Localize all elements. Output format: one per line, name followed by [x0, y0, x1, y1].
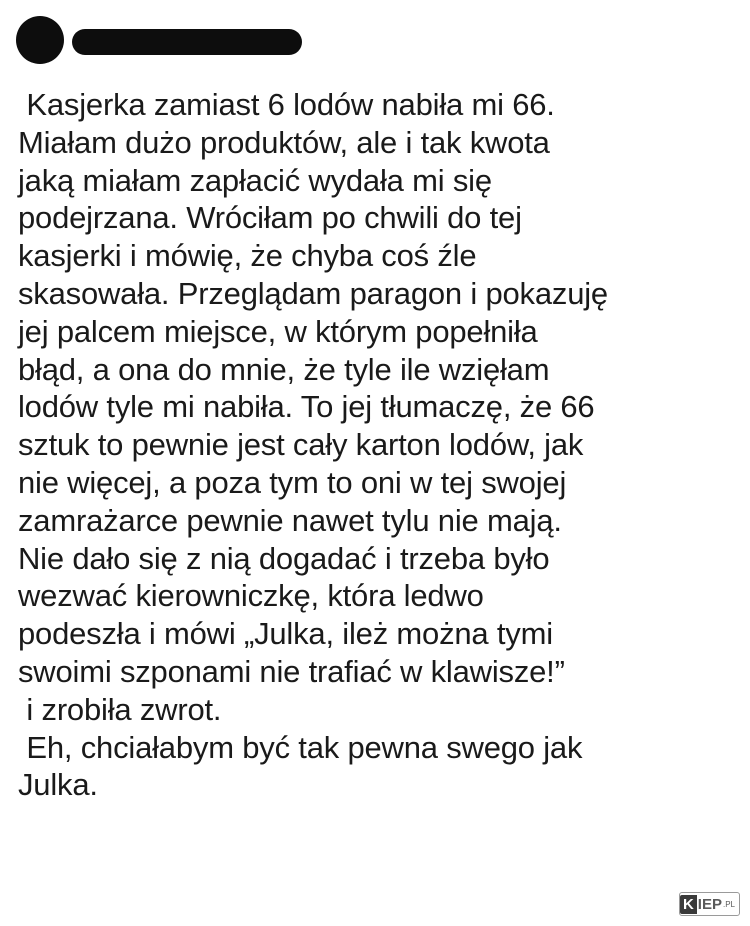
watermark-rest: IEP	[697, 895, 722, 913]
post-text-line: i zrobiła zwrot.	[18, 691, 222, 727]
post-text-line: Miałam dużo produktów, ale i tak kwota	[18, 124, 550, 160]
post-text-line: Eh, chciałabym być tak pewna swego jak	[18, 729, 583, 765]
watermark-suffix: .PL	[722, 899, 735, 909]
post-text-line: podejrzana. Wróciłam po chwili do tej	[18, 200, 522, 236]
post-text-line: kasjerki i mówię, że chyba coś źle	[18, 238, 477, 274]
post-text-line: Nie dało się z nią dogadać i trzeba było	[18, 540, 550, 576]
post-text-line: swoimi szponami nie trafiać w klawisze!”	[18, 653, 565, 689]
post-text	[18, 86, 738, 804]
post-text-line: lodów tyle mi nabiła. To jej tłumaczę, że 66	[18, 389, 595, 425]
post-text-line: Julka.	[18, 767, 98, 803]
post-text-line: wezwać kierowniczkę, która ledwo	[18, 578, 484, 614]
post-text-line: jej palcem miejsce, w którym popełniła	[18, 313, 538, 349]
redacted-author-name[interactable]	[72, 29, 302, 55]
kiep-watermark-logo	[679, 892, 740, 916]
avatar[interactable]	[16, 16, 64, 64]
post-text-line: podeszła i mówi „Julka, ileż można tymi	[18, 616, 553, 652]
post-text-line: jaką miałam zapłacić wydała mi się	[18, 162, 492, 198]
watermark-k: K	[680, 895, 697, 914]
post-text-line: skasowała. Przeglądam paragon i pokazuję	[18, 275, 608, 311]
post-header	[16, 16, 316, 68]
post-text-line: Kasjerka zamiast 6 lodów nabiła mi 66.	[18, 87, 555, 122]
post-text-line: błąd, a ona do mnie, że tyle ile wzięłam	[18, 351, 550, 387]
post-text-line: nie więcej, a poza tym to oni w tej swojej	[18, 464, 567, 500]
post-text-line: sztuk to pewnie jest cały karton lodów, jak	[18, 427, 584, 463]
post-text-line: zamrażarce pewnie nawet tylu nie mają.	[18, 502, 562, 538]
